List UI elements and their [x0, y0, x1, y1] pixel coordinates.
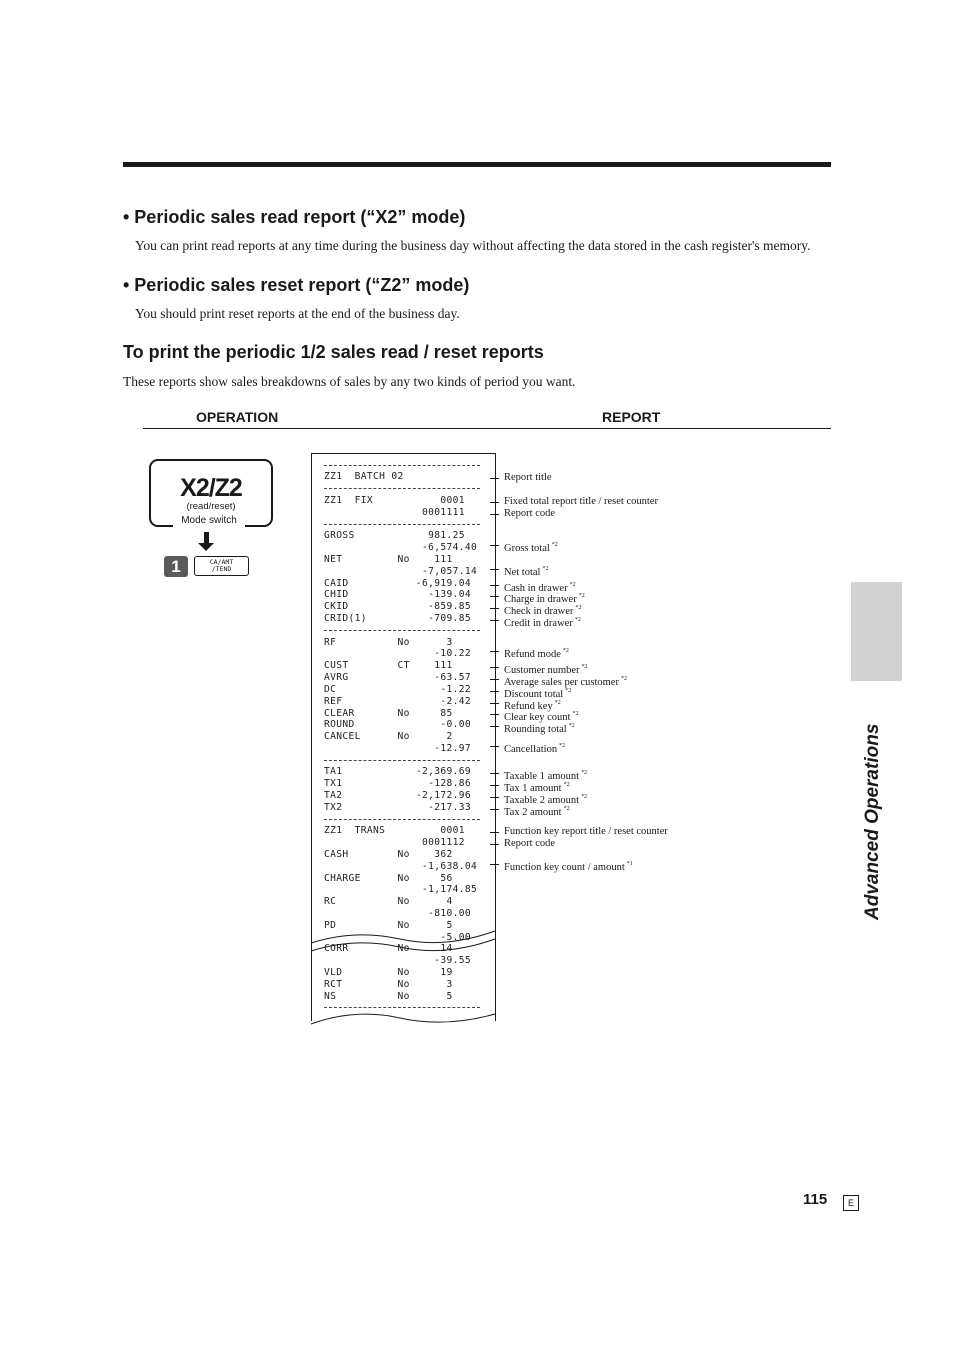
receipt-line: CRID(1) -709.85: [324, 613, 472, 624]
receipt-line: CLEAR No 85: [324, 708, 453, 719]
page-number: 115: [803, 1191, 828, 1208]
annotation-footnote-mark: *2: [559, 743, 566, 749]
annotation-leader: [490, 502, 499, 503]
receipt-line: PD No 5: [324, 920, 453, 931]
annotation-text: Function key report title / reset counter: [504, 826, 668, 837]
annotation: [504, 803, 570, 819]
receipt-separator: [324, 760, 480, 761]
annotation-leader: [490, 785, 499, 786]
annotation-footnote-mark: *2: [551, 542, 558, 548]
annotation-footnote-mark: *2: [572, 711, 579, 717]
receipt-line: ZZ1 FIX 0001: [324, 495, 465, 506]
annotation-footnote-mark: *2: [563, 782, 570, 788]
top-rule: [123, 162, 831, 167]
operation-column-header: OPERATION: [196, 409, 279, 425]
receipt-line: TX2 -217.33: [324, 802, 472, 813]
annotation-leader: [490, 703, 499, 704]
annotation-text: Rounding total: [504, 724, 567, 735]
annotation-footnote-mark: *2: [581, 770, 588, 776]
annotation-leader: [490, 832, 499, 833]
annotation-text: Refund key: [504, 701, 553, 712]
receipt-line: CKID -859.85: [324, 601, 472, 612]
receipt-separator: [324, 630, 480, 631]
annotation-leader: [490, 726, 499, 727]
annotation-footnote-mark: *2: [578, 593, 585, 599]
receipt-line: -810.00: [324, 908, 472, 919]
annotation-leader: [490, 691, 499, 692]
annotation-text: Refund mode: [504, 649, 561, 660]
receipt-line: GROSS 981.25: [324, 530, 465, 541]
annotation-footnote-mark: *2: [620, 676, 627, 682]
key-1: 1: [164, 556, 188, 577]
receipt-line: 0001112: [324, 837, 465, 848]
receipt-line: TX1 -128.86: [324, 778, 472, 789]
receipt-separator: [324, 524, 480, 525]
annotation-footnote-mark: *2: [568, 723, 575, 729]
annotation-text: Cancellation: [504, 744, 558, 755]
receipt-line: CORR No 14: [324, 943, 453, 954]
annotation-leader: [490, 478, 499, 479]
receipt-line: NS No 5: [324, 991, 453, 1002]
annotation-footnote-mark: *2: [565, 688, 572, 694]
receipt-line: -12.97: [324, 743, 472, 754]
annotation-leader: [490, 514, 499, 515]
arrow-down-head-icon: [198, 543, 214, 551]
receipt-line: ZZ1 BATCH 02: [324, 471, 404, 482]
key-ca-label-line1: CA/AMT: [209, 558, 234, 566]
annotation-text: Customer number: [504, 665, 580, 676]
annotation: [504, 614, 581, 630]
receipt-separator: [324, 465, 480, 466]
receipt-line: -10.22: [324, 648, 472, 659]
annotation-text: Net total: [504, 567, 541, 578]
annotation-text: Tax 2 amount: [504, 807, 562, 818]
receipt-separator: [324, 819, 480, 820]
annotation: [504, 563, 548, 579]
annotation-text: Clear key count: [504, 712, 571, 723]
x2-heading: • Periodic sales read report (“X2” mode): [123, 207, 466, 227]
annotation-text: Check in drawer: [504, 606, 574, 617]
annotation-leader: [490, 679, 499, 680]
receipt-line: CHARGE No 56: [324, 873, 453, 884]
annotation-text: Tax 1 amount: [504, 783, 562, 794]
annotation: [504, 645, 569, 661]
annotation-footnote-mark: *2: [563, 806, 570, 812]
receipt-line: REF -2.42: [324, 696, 472, 707]
receipt-line: -39.55: [324, 955, 472, 966]
annotation-footnote-mark: *2: [581, 794, 588, 800]
annotation-footnote-mark: *2: [542, 566, 549, 572]
annotation: [504, 508, 555, 520]
annotation-leader: [490, 844, 499, 845]
annotation-leader: [490, 797, 499, 798]
annotation-leader: [490, 714, 499, 715]
receipt-break-icon: [305, 925, 500, 965]
annotation-leader: [490, 746, 499, 747]
receipt-line: ZZ1 TRANS 0001: [324, 825, 465, 836]
annotation: [504, 826, 668, 838]
receipt-line: DC -1.22: [324, 684, 472, 695]
annotation: [504, 472, 552, 484]
annotation-footnote-mark: *2: [562, 648, 569, 654]
annotation-footnote-mark: *2: [575, 605, 582, 611]
annotation: [504, 858, 633, 874]
receipt-line: RCT No 3: [324, 979, 453, 990]
annotation-footnote-mark: *2: [574, 617, 581, 623]
receipt-line: -6,574.40: [324, 542, 478, 553]
annotation-text: Report title: [504, 472, 552, 483]
receipt-line: ROUND -0.00: [324, 719, 472, 730]
report-column-header: REPORT: [602, 409, 661, 425]
annotation-text: Charge in drawer: [504, 594, 577, 605]
annotation-leader: [490, 773, 499, 774]
main-heading: To print the periodic 1/2 sales read / reset reports: [123, 342, 544, 362]
annotation-leader: [490, 569, 499, 570]
receipt-line: CAID -6,919.04: [324, 578, 472, 589]
main-description: These reports show sales breakdowns of sales by any two kinds of period you want.: [123, 374, 576, 389]
receipt-line: TA1 -2,369.69: [324, 766, 472, 777]
header-rule: [143, 428, 831, 429]
receipt-line: -7,057.14: [324, 566, 478, 577]
receipt-line: TA2 -2,172.96: [324, 790, 472, 801]
mode-switch-position: X2/Z2: [180, 474, 242, 502]
annotation: [504, 720, 575, 736]
receipt-line: RC No 4: [324, 896, 453, 907]
receipt-line: CHID -139.04: [324, 589, 472, 600]
x2-description: You can print read reports at any time during the business day without affecting the data stored in the cash register's memory.: [135, 238, 811, 253]
annotation: [504, 838, 555, 850]
annotation-text: Report code: [504, 838, 556, 849]
receipt-line: RF No 3: [324, 637, 453, 648]
annotation-leader: [490, 585, 499, 586]
receipt-line: -5.00: [324, 932, 472, 943]
annotation-leader: [490, 545, 499, 546]
receipt-line: NET No 111: [324, 554, 453, 565]
annotation: [504, 539, 558, 555]
mode-switch-label: Mode switch: [173, 515, 245, 527]
annotation-text: Fixed total report title / reset counter: [504, 496, 658, 507]
receipt-line: VLD No 19: [324, 967, 453, 978]
annotation-text: Function key count / amount: [504, 862, 625, 873]
annotation-leader: [490, 596, 499, 597]
annotation-leader: [490, 864, 499, 865]
z2-heading: • Periodic sales reset report (“Z2” mode): [123, 275, 470, 295]
receipt-line: 0001111: [324, 507, 465, 518]
receipt-separator: [324, 488, 480, 489]
annotation-footnote-mark: *2: [581, 664, 588, 670]
annotation-leader: [490, 651, 499, 652]
annotation-footnote-mark: *1: [626, 861, 633, 867]
receipt-tear-icon: [305, 1004, 500, 1038]
annotation-footnote-mark: *2: [569, 582, 576, 588]
annotation-text: Taxable 2 amount: [504, 795, 580, 806]
annotation-text: Report code: [504, 508, 556, 519]
key-ca-label-line2: /TEND: [211, 565, 232, 573]
annotation: [504, 496, 658, 508]
receipt-line: CUST CT 111: [324, 660, 453, 671]
annotation-text: Credit in drawer: [504, 618, 573, 629]
annotation-text: Gross total: [504, 543, 550, 554]
receipt-line: -1,638.04: [324, 861, 478, 872]
key-ca-amt-tend: [194, 556, 249, 576]
annotation-footnote-mark: *2: [554, 700, 561, 706]
mode-switch-subtitle: (read/reset): [186, 501, 236, 512]
annotation-text: Average sales per customer: [504, 677, 619, 688]
annotation-text: Taxable 1 amount: [504, 771, 580, 782]
language-code: E: [843, 1195, 859, 1211]
annotation-text: Cash in drawer: [504, 583, 568, 594]
annotation-leader: [490, 608, 499, 609]
annotation-leader: [490, 667, 499, 668]
annotation: [504, 740, 565, 756]
annotation-leader: [490, 809, 499, 810]
receipt-line: CANCEL No 2: [324, 731, 453, 742]
side-tab: [851, 582, 902, 681]
z2-description: You should print reset reports at the end of the business day.: [135, 306, 460, 321]
receipt-line: CASH No 362: [324, 849, 453, 860]
receipt-line: -1,174.85: [324, 884, 478, 895]
receipt-line: AVRG -63.57: [324, 672, 472, 683]
side-section-label: Advanced Operations: [862, 723, 883, 920]
annotation-leader: [490, 620, 499, 621]
annotation-text: Discount total: [504, 689, 564, 700]
